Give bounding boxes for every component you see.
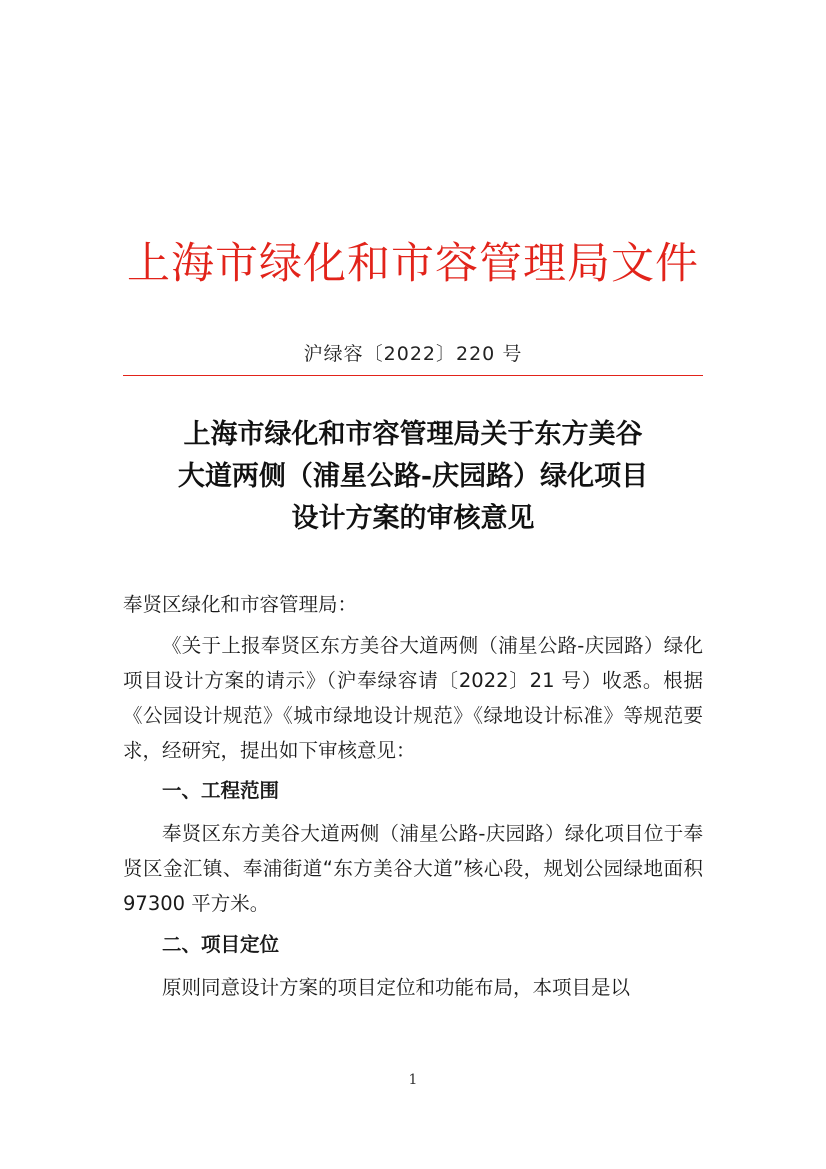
page-number: 1 bbox=[408, 1072, 418, 1088]
document-title bbox=[60, 414, 766, 540]
section-heading-positioning: 二、项目定位 bbox=[162, 933, 280, 956]
section-heading-scope: 一、工程范围 bbox=[162, 779, 280, 802]
header-divider bbox=[123, 375, 703, 376]
intro-paragraph: 《关于上报奉贤区东方美谷大道两侧（浦星公路-庆园路）绿化项目设计方案的请示》（沪奉绿容请〔2022〕21 号）收悉。根据《公园设计规范》《城市绿地设计规范》《绿地设计标准》等规范要求，经研究，提出如下审核意见： bbox=[123, 634, 703, 762]
title-line-1: 上海市绿化和市容管理局关于东方美谷 bbox=[183, 419, 643, 450]
section-text-positioning: 原则同意设计方案的项目定位和功能布局，本项目是以 bbox=[162, 976, 631, 999]
title-line-3: 设计方案的审核意见 bbox=[291, 503, 535, 534]
title-line-2: 大道两侧（浦星公路-庆园路）绿化项目 bbox=[177, 461, 649, 492]
document-number: 沪绿容〔2022〕220 号 bbox=[303, 343, 523, 365]
section-text-scope: 奉贤区东方美谷大道两侧（浦星公路-庆园路）绿化项目位于奉贤区金汇镇、奉浦街道“东方美谷大道”核心段，规划公园绿地面积 97300 平方米。 bbox=[123, 822, 703, 915]
agency-header-title: 上海市绿化和市容管理局文件 bbox=[127, 239, 699, 289]
document-body bbox=[123, 587, 703, 1005]
addressee: 奉贤区绿化和市容管理局： bbox=[123, 593, 358, 616]
